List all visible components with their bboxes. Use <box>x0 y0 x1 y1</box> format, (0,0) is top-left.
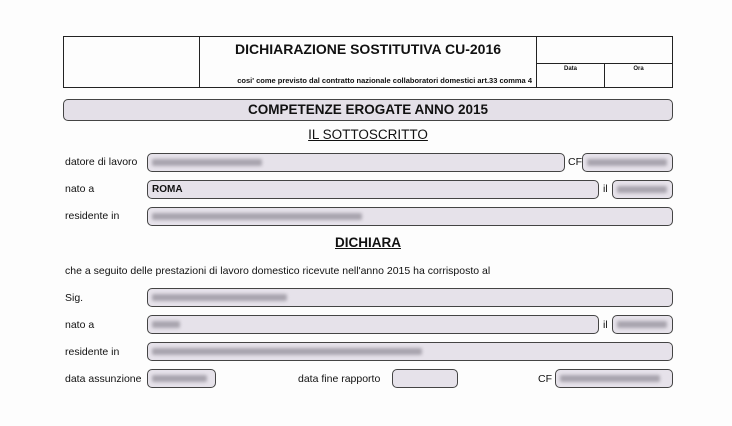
statement-text: che a seguito delle prestazioni di lavoro domestico ricevute nell'anno 2015 ha corrisposto al <box>65 265 491 277</box>
redacted-text <box>152 294 287 301</box>
assunzione-label: data assunzione <box>65 373 142 385</box>
date-time-top <box>537 37 672 64</box>
redacted-text <box>152 375 207 382</box>
cf-label: CF <box>568 156 582 168</box>
cf2-label: CF <box>538 373 552 385</box>
datore-field[interactable] <box>147 153 565 172</box>
redacted-text <box>560 375 660 382</box>
residente-field[interactable] <box>147 207 673 226</box>
redacted-text <box>617 186 667 193</box>
il-label: il <box>603 183 608 195</box>
nato2-label: nato a <box>65 319 95 331</box>
title-cell <box>200 37 537 87</box>
sig-field[interactable] <box>147 288 673 307</box>
logo-cell <box>64 37 200 87</box>
date-time-cell <box>537 37 672 87</box>
dichiara-heading: DICHIARA <box>335 235 401 250</box>
birthdate2-field[interactable] <box>612 315 673 334</box>
nato-field[interactable]: ROMA <box>147 180 599 199</box>
document-header <box>63 36 673 88</box>
document-subtitle: cosi' come previsto dal contratto nazionale collaboratori domestici art.33 comma 4 <box>237 76 532 85</box>
redacted-text <box>152 213 362 220</box>
nato-label: nato a <box>65 183 95 195</box>
datore-label: datore di lavoro <box>65 156 138 168</box>
redacted-text <box>587 159 667 166</box>
data-label: Data <box>537 63 605 87</box>
il2-label: il <box>603 319 608 331</box>
birthdate-field[interactable] <box>612 180 673 199</box>
ora-label: Ora <box>633 66 644 72</box>
fine-rapporto-field[interactable] <box>392 369 458 388</box>
fine-rapporto-label: data fine rapporto <box>298 373 381 385</box>
residente-label: residente in <box>65 210 120 222</box>
redacted-text <box>617 321 667 328</box>
section-band: COMPETENZE EROGATE ANNO 2015 <box>63 99 673 121</box>
sottoscritto-heading: IL SOTTOSCRITTO <box>308 127 428 142</box>
residente2-label: residente in <box>65 346 120 358</box>
redacted-text <box>152 159 262 166</box>
cf-field[interactable] <box>582 153 673 172</box>
document-title: DICHIARAZIONE SOSTITUTIVA CU-2016 <box>234 41 502 57</box>
cf2-field[interactable] <box>555 369 673 388</box>
sig-label: Sig. <box>65 292 84 304</box>
nato2-field[interactable] <box>147 315 599 334</box>
residente2-field[interactable] <box>147 342 673 361</box>
assunzione-field[interactable] <box>147 369 216 388</box>
redacted-text <box>152 321 180 328</box>
redacted-text <box>152 348 422 355</box>
